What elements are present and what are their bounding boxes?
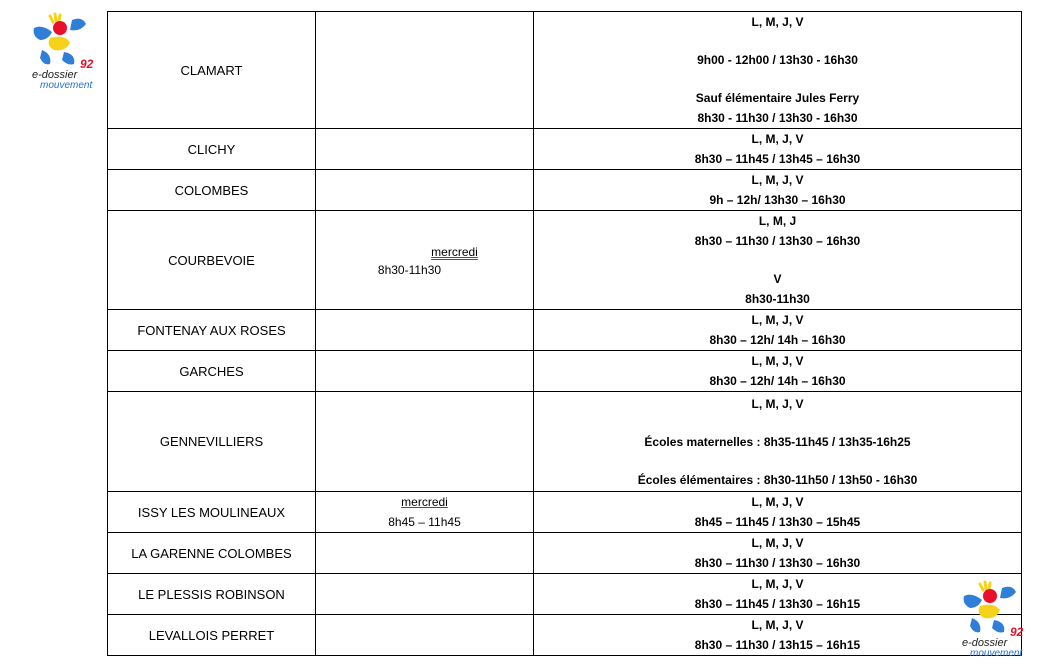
hours-cell (534, 351, 1022, 392)
svg-text:mouvement: mouvement (970, 648, 1023, 659)
hours-line: 8h30 – 12h/ 14h – 16h30 (709, 374, 846, 388)
city-name: COLOMBES (108, 170, 316, 211)
hours-cell (534, 310, 1022, 351)
table-row (108, 615, 1022, 656)
svg-text:mouvement: mouvement (40, 80, 93, 91)
table-row (108, 533, 1022, 574)
hours-line: 8h30 – 11h30 / 13h30 – 16h30 (694, 556, 861, 570)
table-row (108, 310, 1022, 351)
e-dossier-mouvement-logo-bottom (958, 578, 1038, 663)
city-name: LEVALLOIS PERRET (108, 615, 316, 656)
city-name: CLAMART (108, 12, 316, 129)
city-name: GENNEVILLIERS (108, 392, 316, 492)
hours-exception-label: Sauf élémentaire Jules Ferry (695, 91, 860, 105)
svg-text:92: 92 (80, 57, 94, 71)
city-name: LE PLESSIS ROBINSON (108, 574, 316, 615)
mascot-icon (958, 578, 1038, 663)
hours-line: 8h30 - 11h30 / 13h30 - 16h30 (697, 111, 858, 125)
wednesday-label: mercredi (431, 245, 478, 259)
table-row (108, 492, 1022, 533)
city-name: GARCHES (108, 351, 316, 392)
wednesday-cell (316, 574, 534, 615)
table-row (108, 12, 1022, 129)
days-label: L, M, J, V (751, 536, 804, 550)
hours-cell (534, 129, 1022, 170)
hours-cell (534, 533, 1022, 574)
hours-line: 8h30 – 11h45 / 13h45 – 16h30 (694, 152, 861, 166)
wednesday-cell (316, 170, 534, 211)
svg-text:e-dossier: e-dossier (32, 69, 78, 81)
school-hours-table (107, 11, 1022, 656)
city-name: CLICHY (108, 129, 316, 170)
days-label: V (773, 272, 782, 286)
table-row (108, 351, 1022, 392)
days-label: L, M, J, V (751, 173, 804, 187)
hours-cell (534, 12, 1022, 129)
days-label: L, M, J, V (751, 577, 804, 591)
city-name: ISSY LES MOULINEAUX (108, 492, 316, 533)
hours-line: 8h30 – 11h30 / 13h15 – 16h15 (694, 638, 861, 652)
wednesday-time: 8h30-11h30 (377, 263, 442, 277)
city-name: COURBEVOIE (108, 211, 316, 310)
wednesday-cell (316, 211, 534, 310)
wednesday-cell (316, 492, 534, 533)
hours-line: 9h00 - 12h00 / 13h30 - 16h30 (697, 53, 858, 67)
wednesday-cell (316, 615, 534, 656)
hours-line: 8h30 – 11h30 / 13h30 – 16h30 (694, 234, 861, 248)
wednesday-label: mercredi (401, 495, 448, 509)
days-label: L, M, J, V (751, 618, 804, 632)
hours-cell (534, 574, 1022, 615)
hours-line-maternelles: Écoles maternelles : 8h35-11h45 / 13h35-16h25 (644, 434, 911, 449)
days-label: L, M, J, V (751, 396, 804, 411)
wednesday-cell (316, 392, 534, 492)
hours-cell (534, 211, 1022, 310)
table-row (108, 129, 1022, 170)
table-row (108, 170, 1022, 211)
hours-line: 8h45 – 11h45 / 13h30 – 15h45 (694, 515, 861, 529)
wednesday-time: 8h45 – 11h45 (388, 515, 461, 529)
hours-line: 9h – 12h/ 13h30 – 16h30 (709, 193, 846, 207)
table-row (108, 574, 1022, 615)
wednesday-cell (316, 310, 534, 351)
hours-cell (534, 615, 1022, 656)
days-label: L, M, J, V (751, 313, 804, 327)
table-row (108, 211, 1022, 310)
e-dossier-mouvement-logo-top (28, 10, 108, 95)
wednesday-cell (316, 12, 534, 129)
days-label: L, M, J, V (751, 15, 804, 29)
days-label: L, M, J, V (751, 495, 804, 509)
wednesday-cell (316, 533, 534, 574)
hours-line: 8h30 – 12h/ 14h – 16h30 (709, 333, 846, 347)
city-name: FONTENAY AUX ROSES (108, 310, 316, 351)
hours-line-elementaires: Écoles élémentaires : 8h30-11h50 / 13h50 - 16h30 (637, 472, 918, 487)
days-label: L, M, J, V (751, 132, 804, 146)
hours-line: 8h30-11h30 (745, 292, 810, 306)
hours-cell (534, 392, 1022, 492)
hours-cell (534, 170, 1022, 211)
table-row (108, 392, 1022, 492)
city-name: LA GARENNE COLOMBES (108, 533, 316, 574)
svg-text:e-dossier: e-dossier (962, 637, 1008, 649)
wednesday-cell (316, 129, 534, 170)
days-label: L, M, J, V (751, 354, 804, 368)
svg-text:92: 92 (1010, 625, 1024, 639)
hours-line: 8h30 – 11h45 / 13h30 – 16h15 (694, 597, 861, 611)
hours-cell (534, 492, 1022, 533)
wednesday-cell (316, 351, 534, 392)
mascot-icon (28, 10, 108, 95)
days-label: L, M, J (758, 214, 797, 228)
